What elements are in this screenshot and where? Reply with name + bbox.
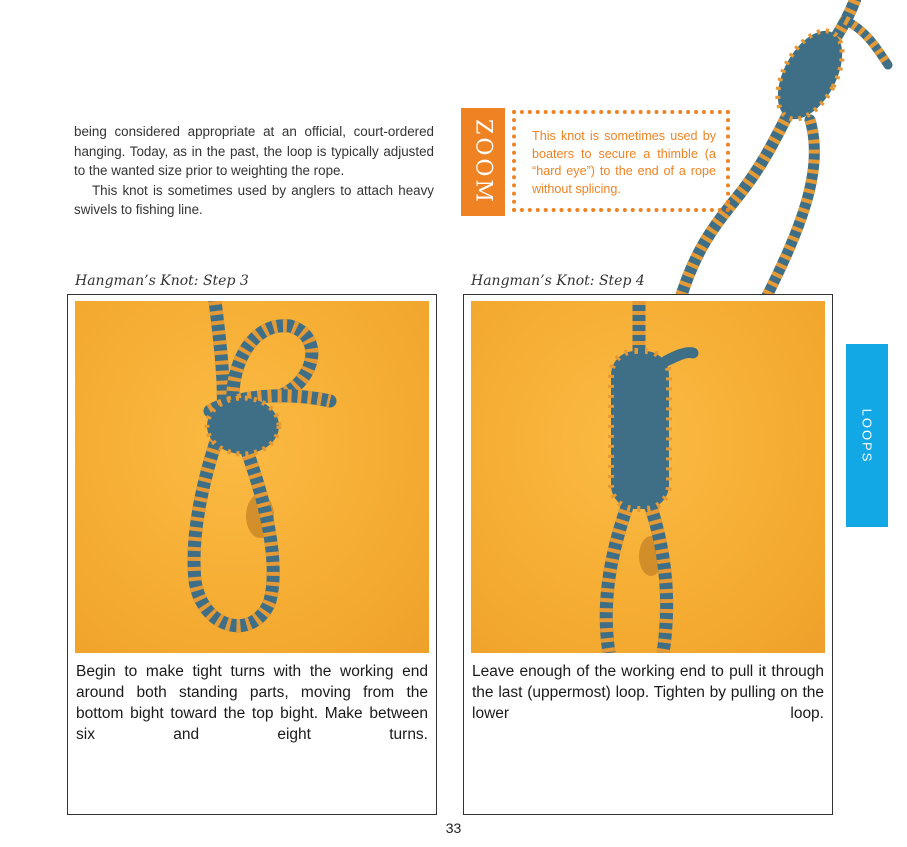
step-3-panel bbox=[67, 294, 437, 815]
zoom-label: ZOOM bbox=[470, 119, 496, 205]
step-3-photo bbox=[75, 301, 429, 653]
step-3-description: Begin to make tight turns with the working end around both standing parts, moving from the bottom bight toward the top bight. Make between six and eight turns. bbox=[76, 663, 428, 743]
step-4-panel bbox=[463, 294, 833, 815]
knot-step-3-image bbox=[75, 301, 429, 653]
intro-paragraph-1: being considered appropriate at an official, court-ordered hanging. Today, as in the past, the loop is typically adjusted to the wanted size prior to weighting the rope. bbox=[74, 124, 434, 178]
step-4-photo bbox=[471, 301, 825, 653]
step-4-caption: Hangman’s Knot: Step 4 bbox=[471, 273, 645, 289]
knot-step-4-image bbox=[471, 301, 825, 653]
step-3-caption: Hangman’s Knot: Step 3 bbox=[75, 273, 249, 289]
zoom-box bbox=[512, 110, 730, 212]
step-4-description: Leave enough of the working end to pull it through the last (uppermost) loop. Tighten by pulling on the lower loop. bbox=[472, 663, 824, 722]
section-tab-label: LOOPS bbox=[859, 408, 875, 463]
intro-paragraph-2: This knot is sometimes used by anglers to attach heavy swivels to fishing line. bbox=[74, 182, 434, 217]
section-tab-loops bbox=[846, 344, 888, 527]
zoom-text: This knot is sometimes used by boaters to secure a thimble (a “hard eye”) to the end of a rope without splicing. bbox=[532, 129, 716, 196]
page-number: 33 bbox=[445, 820, 462, 836]
zoom-tab bbox=[461, 108, 505, 216]
intro-text bbox=[74, 122, 434, 220]
